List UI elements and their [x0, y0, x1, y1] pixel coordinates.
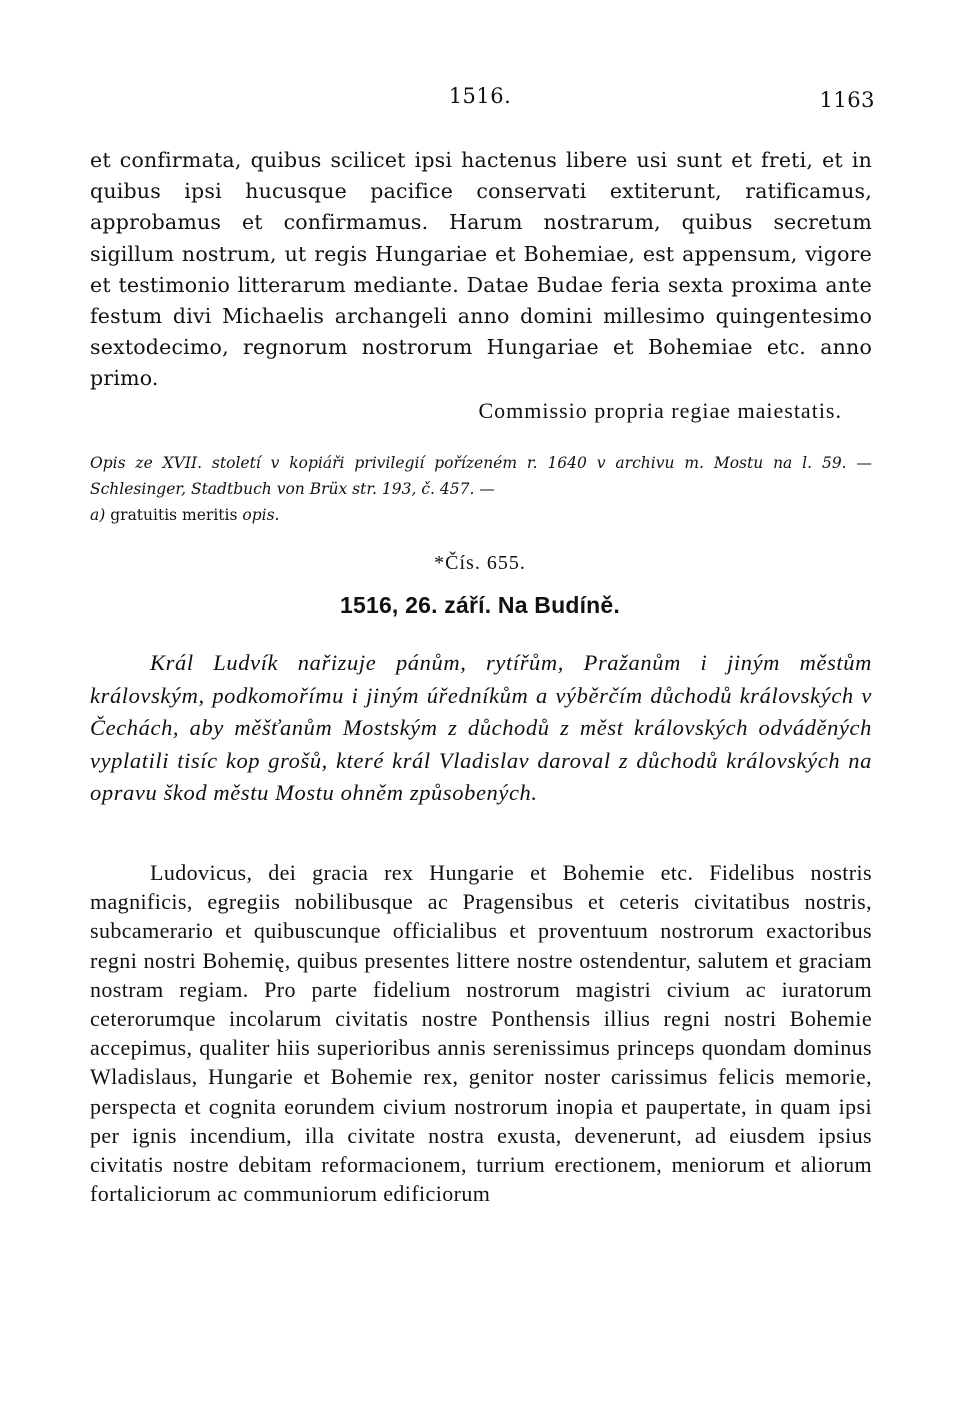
document-date-place: 1516, 26. září. Na Budíně.	[339, 592, 621, 618]
previous-document-continuation	[90, 145, 872, 426]
czech-summary	[90, 647, 872, 810]
latin-body	[90, 858, 872, 1208]
footnote	[90, 502, 872, 528]
body-text: Ludovicus, dei gracia rex Hungarie et Bohemie etc. Fidelibus nostris magnificis, egregiis nobilibusque ac Pragensibus et ceteris civitatibus nostris, subcamerario et quibuscunque officialibus et proventuum nostrorum exactoribus regni nostri Bohemię, quibus presentes littere nostre ostendentur, salutem et graciam nostram regiam. Pro parte fidelium nostrorum magistri civium ac iuratorum ceterorumque incolarum civitatis nostre Ponthensis illius regni nostri Bohemie accepimus, qualiter hiis superioribus annis serenissimus princeps quondam dominus Wladislaus, Hungarie et Bohemie rex, genitor noster carissimus felicis memorie, perspecta et cognita eorundem civium nostrorum inopia et paupertate, in quam ipsi per ignis incendium, illa civitate nostra exusta, devenerunt, ad eiusdem ipsius civitatis nostre debitam reformacionem, turrium erectionem, meniorum et aliorum fortaliciorum ac communiorum edificiorum	[90, 860, 872, 1207]
footnote-latin-text: gratuitis meritis	[110, 506, 238, 524]
previous-document-text: et confirmata, quibus scilicet ipsi hactenus libere usi sunt et freti, et in quibus ipsi hucusque pacifice conservati extiterunt, ratificamus, approbamus et confirmamus. Harum nostrarum, quibus secretum sigillum nostrum, ut regis Hungariae et Bohemiae, est appensum, vigore et testimonio litterarum mediante. Datae Budae feria sexta proxima ante festum divi Michaelis archangeli anno domini millesimo quingentesimo sextodecimo, regnorum nostrorum Hungariae et Bohemiae etc. anno primo.	[90, 148, 872, 391]
page-number: 1163	[819, 88, 875, 112]
document-number: *Čís. 655.	[434, 552, 526, 574]
summary-text: Král Ludvík nařizuje pánům, rytířům, Pražanům i jiným městům královským, podkomořímu i jiným úředníkům a výběrčím důchodů královských v Čechách, aby měšťanům Mostským z důchodů z měst královských odváděných vyplatili tisíc kop grošů, které král Vladislav daroval z důchodů královských na opravu škod městu Mostu ohněm způsobených.	[90, 650, 872, 805]
footnote-word: opis.	[242, 506, 280, 524]
source-notes	[90, 450, 872, 528]
source-note-line: Opis ze XVII. století v kopiáři privilegií pořízeném r. 1640 v archivu m. Mostu na l. 59. — Schlesinger, Stadtbuch von Brüx str. 193, č. 457. —	[90, 454, 872, 498]
running-header-year: 1516.	[448, 84, 512, 108]
chancery-subscription: Commissio propria regiae maiestatis.	[478, 397, 842, 423]
footnote-marker: a)	[90, 506, 106, 524]
